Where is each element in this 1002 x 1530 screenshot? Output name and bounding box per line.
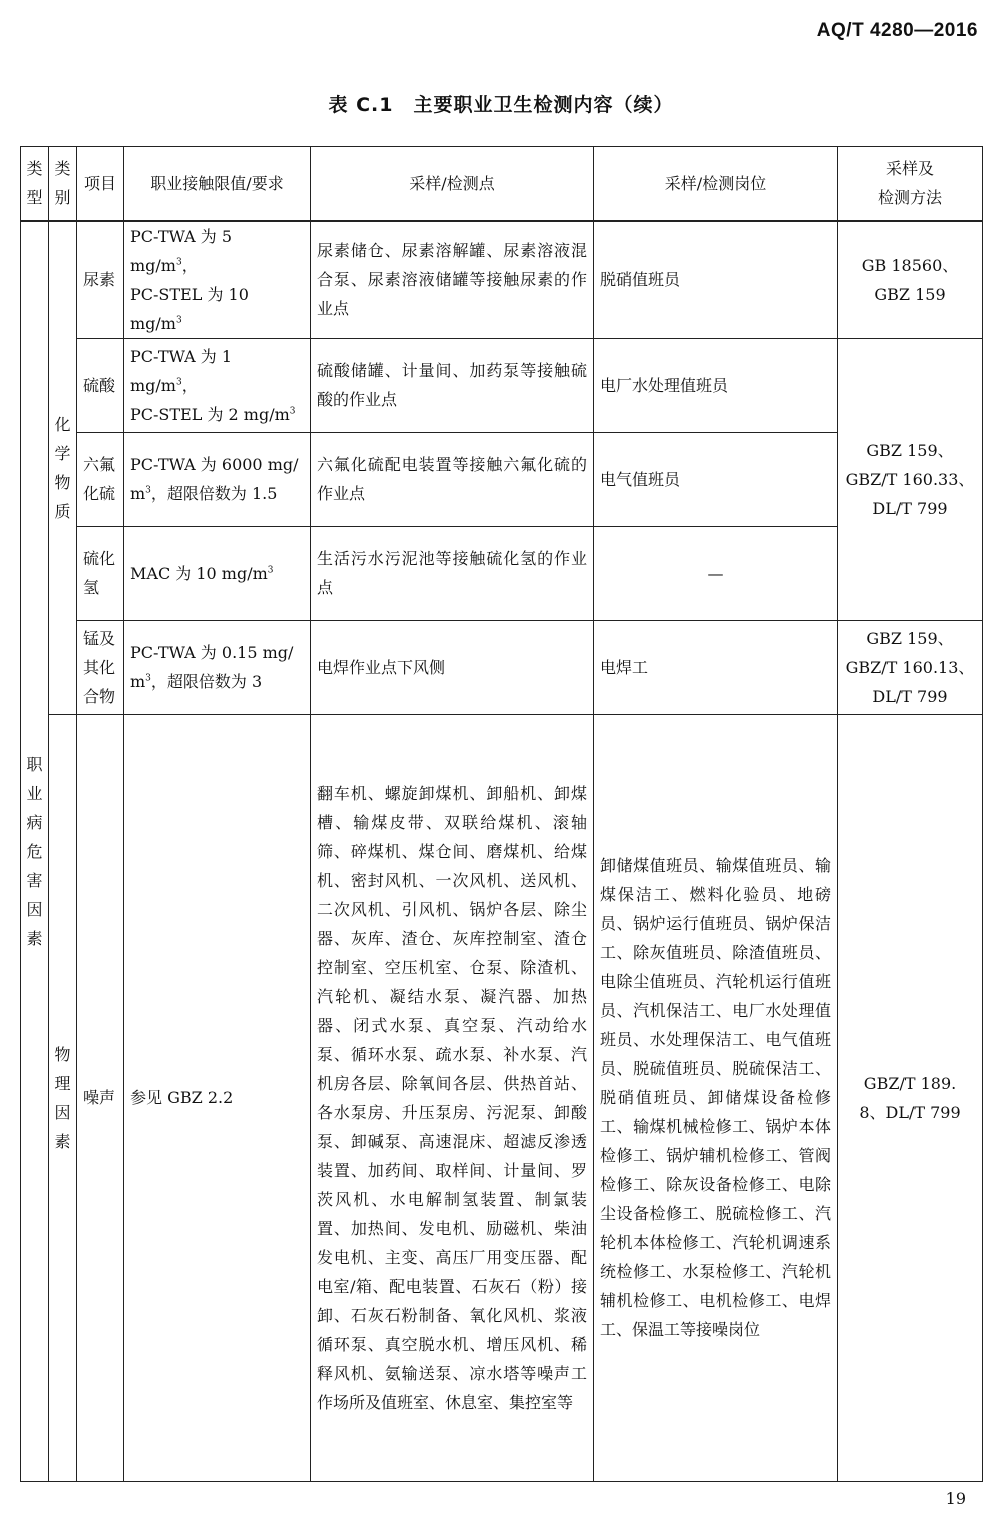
point-h2s: 生活污水污泥池等接触硫化氢的作业点 bbox=[311, 526, 594, 620]
limit-manganese: PC-TWA 为 0.15 mg/ $m^3$，超限倍数为 3 bbox=[124, 620, 311, 714]
header-row bbox=[21, 147, 983, 221]
limit-urea: PC-TWA 为 5 $mg/m^3$， PC-STEL 为 10 $mg/m^3$ bbox=[124, 221, 311, 339]
col-header-point: 采样/检测点 bbox=[311, 147, 594, 221]
method-shared: GBZ 159、 GBZ/T 160.33、 DL/T 799 bbox=[838, 338, 983, 620]
limit-noise: 参见 GBZ 2.2 bbox=[124, 714, 311, 1481]
item-sf6: 六氟 化硫 bbox=[77, 432, 124, 526]
point-sulfuric-acid: 硫酸储罐、计量间、加药泵等接触硫酸的作业点 bbox=[311, 338, 594, 432]
post-h2s: — bbox=[594, 526, 838, 620]
col-header-limit: 职业接触限值/要求 bbox=[124, 147, 311, 221]
item-manganese: 锰及 其化 合物 bbox=[77, 620, 124, 714]
limit-sf6: PC-TWA 为 6000 mg/ $m^3$，超限倍数为 1.5 bbox=[124, 432, 311, 526]
category-physical: 物 理 因 素 bbox=[49, 714, 77, 1481]
item-sulfuric-acid: 硫酸 bbox=[77, 338, 124, 432]
post-sf6: 电气值班员 bbox=[594, 432, 838, 526]
col-header-post: 采样/检测岗位 bbox=[594, 147, 838, 221]
category-chemical: 化 学 物 质 bbox=[49, 221, 77, 715]
item-h2s: 硫化 氢 bbox=[77, 526, 124, 620]
point-manganese: 电焊作业点下风侧 bbox=[311, 620, 594, 714]
type-cell: 职 业 病 危 害 因 素 bbox=[21, 221, 49, 1482]
col-header-method: 采样及 检测方法 bbox=[838, 147, 983, 221]
item-noise: 噪声 bbox=[77, 714, 124, 1481]
method-urea: GB 18560、 GBZ 159 bbox=[838, 221, 983, 339]
point-urea: 尿素储仓、尿素溶解罐、尿素溶液混合泵、尿素溶液储罐等接触尿素的作业点 bbox=[311, 221, 594, 339]
occupational-health-table bbox=[20, 146, 983, 1482]
limit-h2s: MAC 为 10 $mg/m^3$ bbox=[124, 526, 311, 620]
method-manganese: GBZ 159、 GBZ/T 160.13、 DL/T 799 bbox=[838, 620, 983, 714]
point-noise: 翻车机、螺旋卸煤机、卸船机、卸煤槽、输煤皮带、双联给煤机、滚轴筛、碎煤机、煤仓间、磨煤机、给煤机、密封风机、一次风机、送风机、二次风机、引风机、锅炉各层、除尘器、灰库、渣仓、灰库控制室、渣仓控制室、空压机室、仓泵、除渣机、汽轮机、凝结水泵、凝汽器、加热器、闭式水泵、真空泵、汽动给水泵、循环水泵、疏水泵、补水泵、汽机房各层、除氧间各层、供热首站、各水泵房、升压泵房、污泥泵、卸酸泵、卸碱泵、高速混床、超滤反渗透装置、加药间、取样间、计量间、罗茨风机、水电解制氢装置、制氯装置、加热间、发电机、励磁机、柴油发电机、主变、高压厂用变压器、配电室/箱、配电装置、石灰石（粉）接卸、石灰石粉制备、氧化风机、浆液循环泵、真空脱水机、增压风机、稀释风机、氨输送泵、凉水塔等噪声工作场所及值班室、休息室、集控室等 bbox=[311, 714, 594, 1481]
col-header-item: 项目 bbox=[77, 147, 124, 221]
col-header-type: 类 型 bbox=[21, 147, 49, 221]
standard-code: AQ/T 4280—2016 bbox=[816, 20, 978, 41]
item-urea: 尿素 bbox=[77, 221, 124, 339]
table-title: 表 C.1 主要职业卫生检测内容（续） bbox=[328, 94, 674, 116]
table-row-noise bbox=[21, 714, 983, 1481]
col-header-category: 类 别 bbox=[49, 147, 77, 221]
table-row-urea bbox=[21, 221, 983, 339]
method-noise: GBZ/T 189. 8、DL/T 799 bbox=[838, 714, 983, 1481]
post-manganese: 电焊工 bbox=[594, 620, 838, 714]
page-number: 19 bbox=[945, 1489, 966, 1508]
table-row-manganese bbox=[21, 620, 983, 714]
post-urea: 脱硝值班员 bbox=[594, 221, 838, 339]
limit-sulfuric-acid: PC-TWA 为 1 $mg/m^3$， PC-STEL 为 2 $mg/m^3$ bbox=[124, 338, 311, 432]
post-noise: 卸储煤值班员、输煤值班员、输煤保洁工、燃料化验员、地磅员、锅炉运行值班员、锅炉保洁工、除灰值班员、除渣值班员、电除尘值班员、汽轮机运行值班员、汽机保洁工、电厂水处理值班员、水处理保洁工、电气值班员、脱硫值班员、脱硫保洁工、脱硝值班员、卸储煤设备检修工、输煤机械检修工、锅炉本体检修工、锅炉辅机检修工、管阀检修工、除灰设备检修工、电除尘设备检修工、脱硫检修工、汽轮机本体检修工、汽轮机调速系统检修工、水泵检修工、汽轮机辅机检修工、电机检修工、电焊工、保温工等接噪岗位 bbox=[594, 714, 838, 1481]
table-row-sulfuric-acid bbox=[21, 338, 983, 432]
post-sulfuric-acid: 电厂水处理值班员 bbox=[594, 338, 838, 432]
point-sf6: 六氟化硫配电装置等接触六氟化硫的作业点 bbox=[311, 432, 594, 526]
